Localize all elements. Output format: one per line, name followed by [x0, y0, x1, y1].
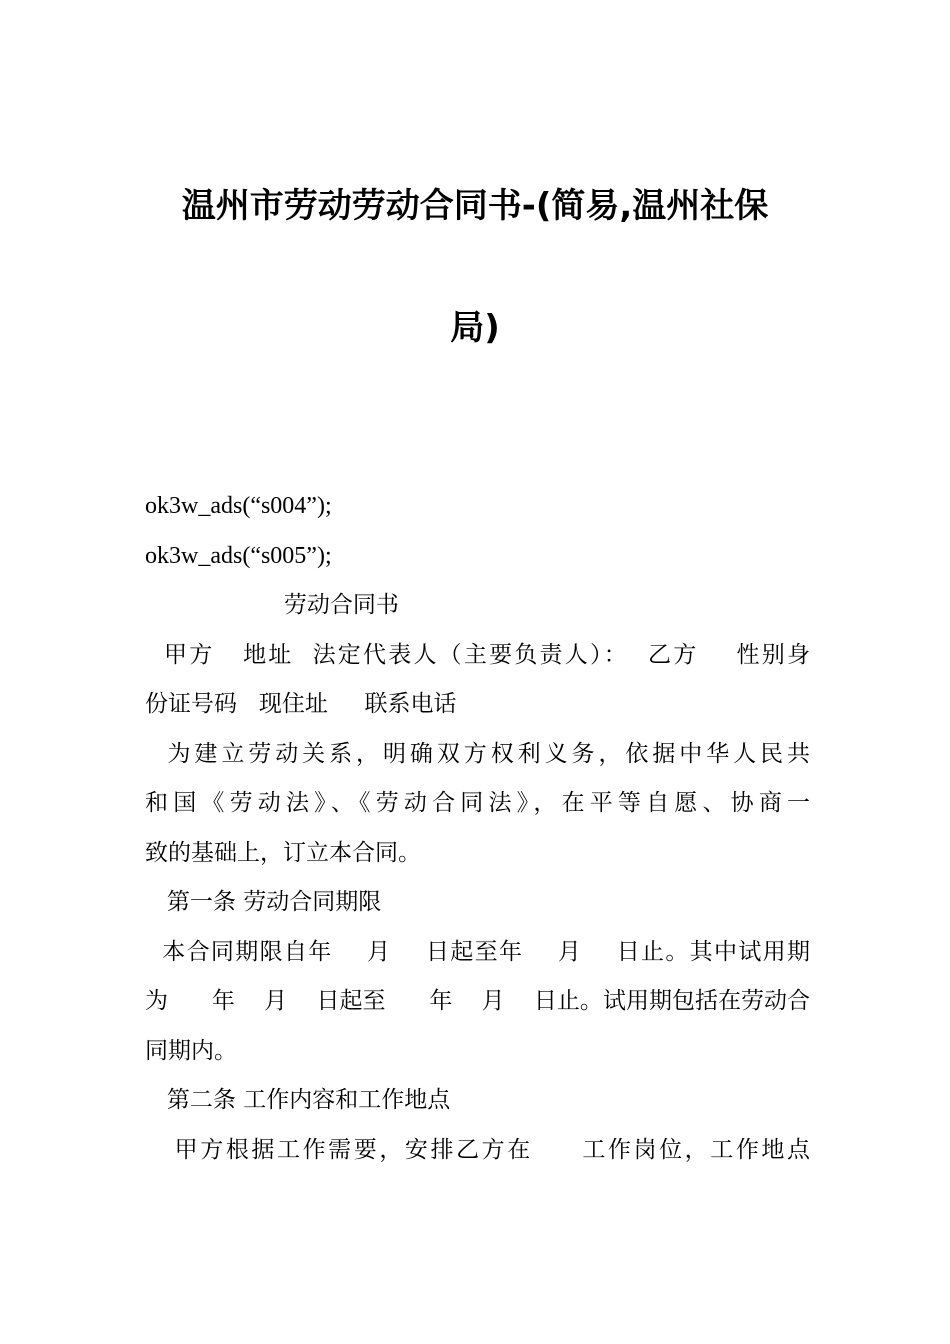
- contract-heading: 劳动合同书: [145, 592, 399, 618]
- script-line: ok3w_ads(“s004”);: [145, 493, 332, 519]
- document-body: [145, 482, 810, 1175]
- article-heading: 第一条 劳动合同期限: [145, 889, 382, 915]
- body-line: 致的基础上，订立本合同。: [145, 839, 421, 866]
- article-heading: 第二条 工作内容和工作地点: [145, 1087, 451, 1113]
- script-line: ok3w_ads(“s005”);: [145, 542, 332, 569]
- body-line: 本合同期限自年 月 日起至年 月 日止。其中试用期: [145, 938, 810, 965]
- body-line: 为建立劳动关系，明确双方权利义务，依据中华人民共: [145, 740, 810, 767]
- body-line: 和国《劳动法》、《劳动合同法》，在平等自愿、协商一: [145, 790, 810, 816]
- body-line: 份证号码 现住址 联系电话: [145, 691, 457, 717]
- document-title-line-1: 温州市劳动劳动合同书-(简易,温州社保: [181, 186, 769, 226]
- body-line: 甲方 地址 法定代表人（主要负责人）： 乙方 性别身: [145, 641, 810, 668]
- body-line: 甲方根据工作需要，安排乙方在 工作岗位，工作地点: [145, 1136, 810, 1163]
- body-line: 同期内。: [145, 1037, 237, 1064]
- body-line: 为 年 月 日起至 年 月 日止。试用期包括在劳动合: [145, 988, 810, 1014]
- document-title-line-2: 局): [450, 308, 500, 348]
